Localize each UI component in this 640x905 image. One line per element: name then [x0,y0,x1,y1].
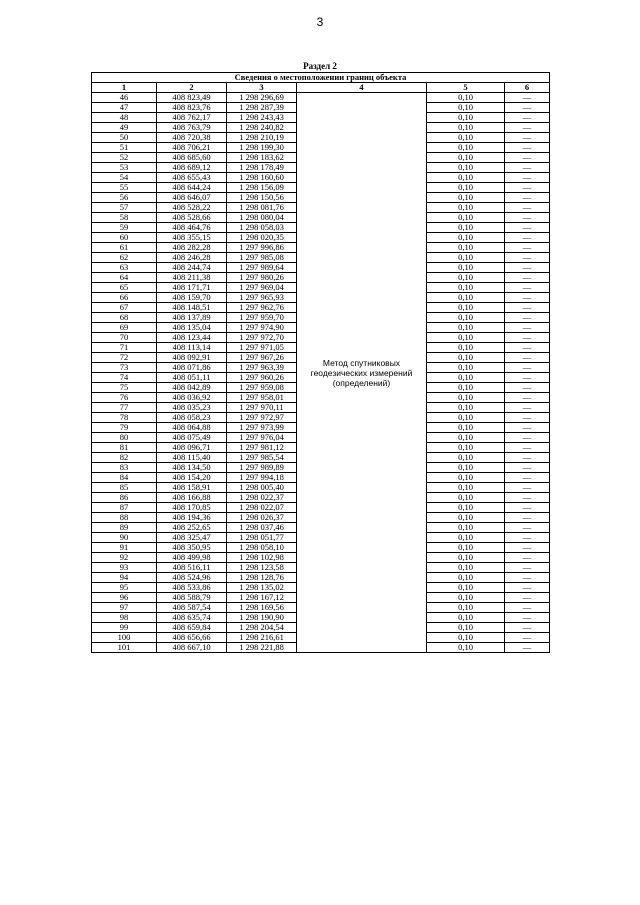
point-number-cell: 84 [92,473,157,483]
description-cell: — [505,593,550,603]
point-number-cell: 55 [92,183,157,193]
x-coordinate-cell: 408 706,21 [157,143,227,153]
accuracy-cell: 0,10 [427,143,505,153]
point-number-cell: 59 [92,223,157,233]
y-coordinate-cell: 1 297 989,89 [227,463,297,473]
point-number-cell: 54 [92,173,157,183]
x-coordinate-cell: 408 171,71 [157,283,227,293]
point-number-cell: 67 [92,303,157,313]
x-coordinate-cell: 408 464,76 [157,223,227,233]
x-coordinate-cell: 408 154,20 [157,473,227,483]
accuracy-cell: 0,10 [427,363,505,373]
point-number-cell: 68 [92,313,157,323]
accuracy-cell: 0,10 [427,633,505,643]
point-number-cell: 81 [92,443,157,453]
x-coordinate-cell: 408 194,36 [157,513,227,523]
y-coordinate-cell: 1 297 972,70 [227,333,297,343]
y-coordinate-cell: 1 297 972,97 [227,413,297,423]
x-coordinate-cell: 408 516,11 [157,563,227,573]
point-number-cell: 62 [92,253,157,263]
y-coordinate-cell: 1 298 080,04 [227,213,297,223]
description-cell: — [505,303,550,313]
point-number-cell: 60 [92,233,157,243]
point-number-cell: 89 [92,523,157,533]
point-number-cell: 100 [92,633,157,643]
accuracy-cell: 0,10 [427,313,505,323]
description-cell: — [505,313,550,323]
description-cell: — [505,173,550,183]
x-coordinate-cell: 408 166,88 [157,493,227,503]
accuracy-cell: 0,10 [427,523,505,533]
x-coordinate-cell: 408 524,96 [157,573,227,583]
accuracy-cell: 0,10 [427,493,505,503]
y-coordinate-cell: 1 298 178,49 [227,163,297,173]
description-cell: — [505,363,550,373]
accuracy-cell: 0,10 [427,183,505,193]
description-cell: — [505,133,550,143]
y-coordinate-cell: 1 297 965,93 [227,293,297,303]
table-caption: Сведения о местоположении границ объекта [92,73,550,83]
point-number-cell: 66 [92,293,157,303]
y-coordinate-cell: 1 297 970,11 [227,403,297,413]
x-coordinate-cell: 408 644,24 [157,183,227,193]
point-number-cell: 52 [92,153,157,163]
description-cell: — [505,103,550,113]
accuracy-cell: 0,10 [427,613,505,623]
x-coordinate-cell: 408 823,76 [157,103,227,113]
y-coordinate-cell: 1 298 160,60 [227,173,297,183]
x-coordinate-cell: 408 823,49 [157,93,227,103]
y-coordinate-cell: 1 298 123,58 [227,563,297,573]
x-coordinate-cell: 408 635,74 [157,613,227,623]
accuracy-cell: 0,10 [427,153,505,163]
description-cell: — [505,643,550,653]
x-coordinate-cell: 408 115,40 [157,453,227,463]
description-cell: — [505,553,550,563]
description-cell: — [505,403,550,413]
x-coordinate-cell: 408 655,43 [157,173,227,183]
description-cell: — [505,423,550,433]
y-coordinate-cell: 1 298 102,98 [227,553,297,563]
description-cell: — [505,503,550,513]
y-coordinate-cell: 1 298 020,35 [227,233,297,243]
accuracy-cell: 0,10 [427,203,505,213]
y-coordinate-cell: 1 297 985,08 [227,253,297,263]
point-number-cell: 76 [92,393,157,403]
description-cell: — [505,493,550,503]
accuracy-cell: 0,10 [427,453,505,463]
point-number-cell: 49 [92,123,157,133]
y-coordinate-cell: 1 297 989,64 [227,263,297,273]
x-coordinate-cell: 408 113,14 [157,343,227,353]
x-coordinate-cell: 408 325,47 [157,533,227,543]
accuracy-cell: 0,10 [427,173,505,183]
accuracy-cell: 0,10 [427,233,505,243]
x-coordinate-cell: 408 667,10 [157,643,227,653]
accuracy-cell: 0,10 [427,353,505,363]
y-coordinate-cell: 1 298 199,30 [227,143,297,153]
y-coordinate-cell: 1 297 959,70 [227,313,297,323]
point-number-cell: 57 [92,203,157,213]
accuracy-cell: 0,10 [427,463,505,473]
x-coordinate-cell: 408 528,66 [157,213,227,223]
description-cell: — [505,563,550,573]
point-number-cell: 63 [92,263,157,273]
point-number-cell: 88 [92,513,157,523]
x-coordinate-cell: 408 762,17 [157,113,227,123]
y-coordinate-cell: 1 298 167,12 [227,593,297,603]
y-coordinate-cell: 1 297 976,04 [227,433,297,443]
y-coordinate-cell: 1 298 287,39 [227,103,297,113]
accuracy-cell: 0,10 [427,573,505,583]
y-coordinate-cell: 1 298 150,56 [227,193,297,203]
x-coordinate-cell: 408 689,12 [157,163,227,173]
description-cell: — [505,633,550,643]
point-number-cell: 65 [92,283,157,293]
accuracy-cell: 0,10 [427,603,505,613]
accuracy-cell: 0,10 [427,473,505,483]
y-coordinate-cell: 1 298 156,09 [227,183,297,193]
y-coordinate-cell: 1 298 190,90 [227,613,297,623]
point-number-cell: 78 [92,413,157,423]
y-coordinate-cell: 1 298 240,82 [227,123,297,133]
x-coordinate-cell: 408 134,50 [157,463,227,473]
point-number-cell: 48 [92,113,157,123]
y-coordinate-cell: 1 298 022,37 [227,493,297,503]
description-cell: — [505,203,550,213]
point-number-cell: 99 [92,623,157,633]
description-cell: — [505,453,550,463]
point-number-cell: 80 [92,433,157,443]
point-number-cell: 96 [92,593,157,603]
point-number-cell: 86 [92,493,157,503]
accuracy-cell: 0,10 [427,583,505,593]
x-coordinate-cell: 408 051,11 [157,373,227,383]
point-number-cell: 85 [92,483,157,493]
x-coordinate-cell: 408 659,84 [157,623,227,633]
y-coordinate-cell: 1 297 960,26 [227,373,297,383]
description-cell: — [505,393,550,403]
x-coordinate-cell: 408 137,89 [157,313,227,323]
boundary-coordinates-table [91,72,550,653]
x-coordinate-cell: 408 211,38 [157,273,227,283]
accuracy-cell: 0,10 [427,543,505,553]
y-coordinate-cell: 1 298 204,54 [227,623,297,633]
accuracy-cell: 0,10 [427,403,505,413]
x-coordinate-cell: 408 528,22 [157,203,227,213]
point-number-cell: 47 [92,103,157,113]
accuracy-cell: 0,10 [427,123,505,133]
description-cell: — [505,153,550,163]
description-cell: — [505,143,550,153]
accuracy-cell: 0,10 [427,223,505,233]
point-number-cell: 72 [92,353,157,363]
point-number-cell: 77 [92,403,157,413]
description-cell: — [505,413,550,423]
y-coordinate-cell: 1 297 971,05 [227,343,297,353]
x-coordinate-cell: 408 282,28 [157,243,227,253]
description-cell: — [505,273,550,283]
accuracy-cell: 0,10 [427,133,505,143]
accuracy-cell: 0,10 [427,333,505,343]
accuracy-cell: 0,10 [427,413,505,423]
description-cell: — [505,213,550,223]
x-coordinate-cell: 408 350,95 [157,543,227,553]
x-coordinate-cell: 408 685,60 [157,153,227,163]
x-coordinate-cell: 408 252,65 [157,523,227,533]
accuracy-cell: 0,10 [427,483,505,493]
description-cell: — [505,123,550,133]
description-cell: — [505,223,550,233]
description-cell: — [505,233,550,243]
x-coordinate-cell: 408 064,88 [157,423,227,433]
x-coordinate-cell: 408 656,66 [157,633,227,643]
column-number-row [92,83,550,93]
measurement-method-cell: Метод спутниковых геодезических измерений (определений) [297,93,427,653]
column-number: 3 [227,83,297,93]
y-coordinate-cell: 1 298 135,02 [227,583,297,593]
accuracy-cell: 0,10 [427,163,505,173]
x-coordinate-cell: 408 075,49 [157,433,227,443]
accuracy-cell: 0,10 [427,373,505,383]
point-number-cell: 70 [92,333,157,343]
point-number-cell: 58 [92,213,157,223]
accuracy-cell: 0,10 [427,513,505,523]
y-coordinate-cell: 1 297 958,01 [227,393,297,403]
x-coordinate-cell: 408 042,89 [157,383,227,393]
x-coordinate-cell: 408 058,23 [157,413,227,423]
accuracy-cell: 0,10 [427,303,505,313]
y-coordinate-cell: 1 298 128,76 [227,573,297,583]
description-cell: — [505,333,550,343]
x-coordinate-cell: 408 092,91 [157,353,227,363]
point-number-cell: 82 [92,453,157,463]
x-coordinate-cell: 408 646,07 [157,193,227,203]
y-coordinate-cell: 1 298 169,56 [227,603,297,613]
accuracy-cell: 0,10 [427,103,505,113]
y-coordinate-cell: 1 298 037,46 [227,523,297,533]
description-cell: — [505,253,550,263]
description-cell: — [505,323,550,333]
point-number-cell: 90 [92,533,157,543]
point-number-cell: 75 [92,383,157,393]
point-number-cell: 53 [92,163,157,173]
point-number-cell: 92 [92,553,157,563]
accuracy-cell: 0,10 [427,113,505,123]
description-cell: — [505,513,550,523]
accuracy-cell: 0,10 [427,273,505,283]
description-cell: — [505,193,550,203]
description-cell: — [505,383,550,393]
accuracy-cell: 0,10 [427,553,505,563]
point-number-cell: 95 [92,583,157,593]
x-coordinate-cell: 408 763,79 [157,123,227,133]
section-title: Раздел 2 [303,61,337,71]
x-coordinate-cell: 408 588,79 [157,593,227,603]
description-cell: — [505,373,550,383]
y-coordinate-cell: 1 298 058,10 [227,543,297,553]
description-cell: — [505,293,550,303]
accuracy-cell: 0,10 [427,193,505,203]
accuracy-cell: 0,10 [427,253,505,263]
y-coordinate-cell: 1 298 022,07 [227,503,297,513]
point-number-cell: 51 [92,143,157,153]
accuracy-cell: 0,10 [427,383,505,393]
accuracy-cell: 0,10 [427,593,505,603]
y-coordinate-cell: 1 297 973,99 [227,423,297,433]
description-cell: — [505,113,550,123]
x-coordinate-cell: 408 246,28 [157,253,227,263]
point-number-cell: 97 [92,603,157,613]
accuracy-cell: 0,10 [427,433,505,443]
point-number-cell: 46 [92,93,157,103]
point-number-cell: 69 [92,323,157,333]
description-cell: — [505,343,550,353]
column-number: 5 [427,83,505,93]
page-number: 3 [316,15,324,29]
point-number-cell: 83 [92,463,157,473]
accuracy-cell: 0,10 [427,213,505,223]
point-number-cell: 98 [92,613,157,623]
accuracy-cell: 0,10 [427,93,505,103]
x-coordinate-cell: 408 036,92 [157,393,227,403]
x-coordinate-cell: 408 096,71 [157,443,227,453]
column-number: 2 [157,83,227,93]
x-coordinate-cell: 408 355,15 [157,233,227,243]
x-coordinate-cell: 408 071,86 [157,363,227,373]
accuracy-cell: 0,10 [427,283,505,293]
x-coordinate-cell: 408 123,44 [157,333,227,343]
y-coordinate-cell: 1 297 980,26 [227,273,297,283]
x-coordinate-cell: 408 533,86 [157,583,227,593]
point-number-cell: 74 [92,373,157,383]
y-coordinate-cell: 1 297 985,54 [227,453,297,463]
y-coordinate-cell: 1 298 058,03 [227,223,297,233]
y-coordinate-cell: 1 297 962,76 [227,303,297,313]
description-cell: — [505,533,550,543]
point-number-cell: 73 [92,363,157,373]
accuracy-cell: 0,10 [427,643,505,653]
description-cell: — [505,473,550,483]
y-coordinate-cell: 1 298 210,19 [227,133,297,143]
y-coordinate-cell: 1 298 081,76 [227,203,297,213]
y-coordinate-cell: 1 298 005,40 [227,483,297,493]
x-coordinate-cell: 408 499,98 [157,553,227,563]
point-number-cell: 91 [92,543,157,553]
accuracy-cell: 0,10 [427,503,505,513]
accuracy-cell: 0,10 [427,293,505,303]
y-coordinate-cell: 1 298 051,77 [227,533,297,543]
accuracy-cell: 0,10 [427,263,505,273]
description-cell: — [505,543,550,553]
description-cell: — [505,623,550,633]
y-coordinate-cell: 1 298 026,37 [227,513,297,523]
description-cell: — [505,613,550,623]
description-cell: — [505,283,550,293]
point-number-cell: 101 [92,643,157,653]
description-cell: — [505,183,550,193]
accuracy-cell: 0,10 [427,563,505,573]
description-cell: — [505,463,550,473]
y-coordinate-cell: 1 298 216,61 [227,633,297,643]
point-number-cell: 71 [92,343,157,353]
y-coordinate-cell: 1 297 996,86 [227,243,297,253]
column-number: 6 [505,83,550,93]
point-number-cell: 87 [92,503,157,513]
y-coordinate-cell: 1 297 994,18 [227,473,297,483]
table-row [92,93,550,103]
description-cell: — [505,243,550,253]
point-number-cell: 56 [92,193,157,203]
y-coordinate-cell: 1 298 243,43 [227,113,297,123]
x-coordinate-cell: 408 135,04 [157,323,227,333]
column-number: 1 [92,83,157,93]
y-coordinate-cell: 1 297 967,26 [227,353,297,363]
y-coordinate-cell: 1 297 981,12 [227,443,297,453]
point-number-cell: 79 [92,423,157,433]
accuracy-cell: 0,10 [427,393,505,403]
description-cell: — [505,263,550,273]
point-number-cell: 93 [92,563,157,573]
description-cell: — [505,573,550,583]
accuracy-cell: 0,10 [427,423,505,433]
accuracy-cell: 0,10 [427,323,505,333]
accuracy-cell: 0,10 [427,623,505,633]
y-coordinate-cell: 1 298 221,88 [227,643,297,653]
point-number-cell: 64 [92,273,157,283]
description-cell: — [505,483,550,493]
description-cell: — [505,433,550,443]
y-coordinate-cell: 1 297 959,08 [227,383,297,393]
point-number-cell: 94 [92,573,157,583]
x-coordinate-cell: 408 158,91 [157,483,227,493]
accuracy-cell: 0,10 [427,343,505,353]
description-cell: — [505,523,550,533]
y-coordinate-cell: 1 298 296,69 [227,93,297,103]
x-coordinate-cell: 408 244,74 [157,263,227,273]
accuracy-cell: 0,10 [427,533,505,543]
y-coordinate-cell: 1 298 183,62 [227,153,297,163]
x-coordinate-cell: 408 587,54 [157,603,227,613]
x-coordinate-cell: 408 148,51 [157,303,227,313]
description-cell: — [505,163,550,173]
y-coordinate-cell: 1 297 963,39 [227,363,297,373]
y-coordinate-cell: 1 297 974,90 [227,323,297,333]
point-number-cell: 61 [92,243,157,253]
description-cell: — [505,353,550,363]
description-cell: — [505,583,550,593]
description-cell: — [505,93,550,103]
x-coordinate-cell: 408 170,85 [157,503,227,513]
column-number: 4 [297,83,427,93]
x-coordinate-cell: 408 720,38 [157,133,227,143]
description-cell: — [505,603,550,613]
x-coordinate-cell: 408 159,70 [157,293,227,303]
point-number-cell: 50 [92,133,157,143]
y-coordinate-cell: 1 297 969,04 [227,283,297,293]
description-cell: — [505,443,550,453]
accuracy-cell: 0,10 [427,243,505,253]
x-coordinate-cell: 408 035,23 [157,403,227,413]
accuracy-cell: 0,10 [427,443,505,453]
